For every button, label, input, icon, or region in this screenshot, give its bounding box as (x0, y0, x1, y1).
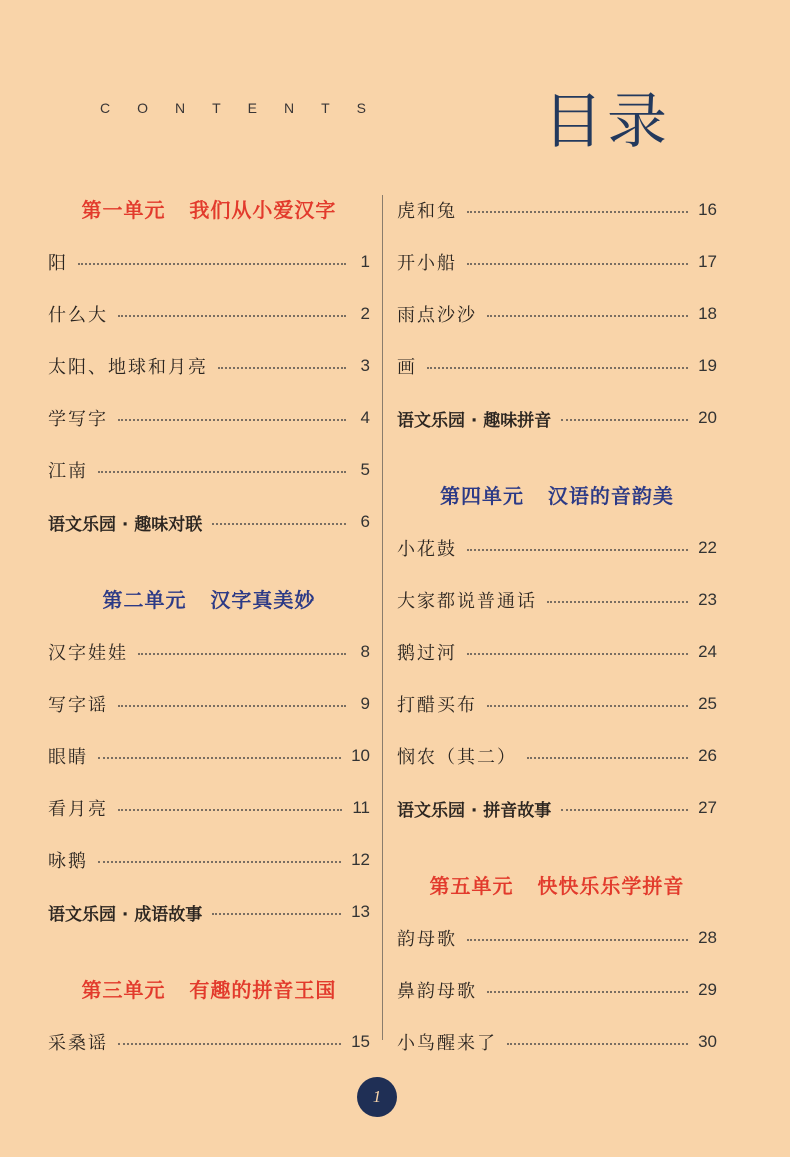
lesson-page-number: 22 (698, 538, 717, 557)
lesson-page-number: 20 (698, 408, 717, 427)
lesson-page-number: 16 (698, 200, 717, 219)
page-number-badge (357, 1077, 397, 1117)
toc-entry[interactable] (48, 678, 370, 730)
lesson-page-number: 10 (351, 746, 370, 765)
lesson-title: 学写字 (48, 409, 108, 430)
lesson-title: 看月亮 (48, 799, 108, 820)
dot-leader (118, 419, 346, 421)
lesson-title: 眼睛 (48, 747, 88, 768)
dot-leader (78, 263, 346, 265)
lesson-title: 太阳、地球和月亮 (48, 357, 208, 378)
lesson-title: 鹅过河 (397, 643, 457, 664)
dot-leader (467, 653, 688, 655)
lesson-page-number: 9 (360, 694, 370, 713)
lesson-page-number: 30 (698, 1032, 717, 1051)
toc-entry[interactable] (397, 522, 717, 574)
lesson-title: 小鸟醒来了 (397, 1033, 497, 1054)
dot-leader (138, 653, 346, 655)
dot-leader (98, 861, 341, 863)
lesson-page-number: 6 (360, 512, 370, 531)
lesson-page-number: 4 (360, 408, 370, 427)
lesson-title: 阳 (48, 253, 68, 274)
toc-entry[interactable] (48, 340, 370, 392)
dot-leader (98, 471, 346, 473)
dot-leader (118, 1043, 341, 1045)
toc-entry[interactable] (48, 444, 370, 496)
toc-entry[interactable] (48, 834, 370, 886)
toc-entry[interactable] (397, 392, 717, 444)
dot-leader (212, 913, 341, 915)
lesson-title: 语文乐园 · 拼音故事 (397, 800, 552, 821)
lesson-title: 语文乐园 · 趣味对联 (48, 514, 203, 535)
dot-leader (467, 939, 688, 941)
lesson-page-number: 23 (698, 590, 717, 609)
dot-leader (98, 757, 341, 759)
lesson-page-number: 12 (351, 850, 370, 869)
toc-entry[interactable] (397, 730, 717, 782)
lesson-title: 鼻韵母歌 (397, 981, 477, 1002)
toc-entry[interactable] (48, 236, 370, 288)
column-divider (382, 195, 383, 1040)
toc-entry[interactable] (48, 626, 370, 678)
unit-heading: 第三单元 有趣的拼音王国 (81, 978, 337, 1002)
dot-leader (547, 601, 688, 603)
toc-entry[interactable] (397, 782, 717, 834)
lesson-page-number: 18 (698, 304, 717, 323)
lesson-title: 咏鹅 (48, 851, 88, 872)
dot-leader (118, 705, 346, 707)
toc-entry[interactable] (48, 782, 370, 834)
page-number: 1 (372, 1087, 382, 1106)
unit-heading: 第一单元 我们从小爱汉字 (81, 198, 337, 222)
lesson-title: 悯农（其二） (397, 747, 517, 768)
lesson-page-number: 28 (698, 928, 717, 947)
lesson-title: 汉字娃娃 (48, 643, 128, 664)
lesson-page-number: 11 (352, 798, 370, 817)
unit-heading: 第二单元 汉字真美妙 (102, 588, 316, 612)
lesson-title: 语文乐园 · 成语故事 (48, 904, 203, 925)
dot-leader (427, 367, 688, 369)
lesson-title: 虎和兔 (397, 201, 457, 222)
lesson-page-number: 5 (360, 460, 370, 479)
toc-entry[interactable] (397, 964, 717, 1016)
lesson-page-number: 1 (360, 252, 370, 271)
dot-leader (118, 315, 346, 317)
lesson-page-number: 19 (698, 356, 717, 375)
dot-leader (218, 367, 346, 369)
toc-entry[interactable] (397, 912, 717, 964)
toc-entry[interactable] (397, 236, 717, 288)
toc-entry[interactable] (397, 184, 717, 236)
lesson-page-number: 27 (698, 798, 717, 817)
lesson-page-number: 3 (360, 356, 370, 375)
lesson-page-number: 2 (360, 304, 370, 323)
lesson-page-number: 15 (351, 1032, 370, 1051)
lesson-title: 开小船 (397, 253, 457, 274)
toc-entry[interactable] (397, 1016, 717, 1068)
toc-entry[interactable] (397, 678, 717, 730)
unit-heading: 第五单元 快快乐乐学拼音 (429, 874, 685, 898)
toc-entry[interactable] (48, 1016, 370, 1068)
toc-entry[interactable] (48, 288, 370, 340)
lesson-title: 什么大 (48, 305, 108, 326)
dot-leader (487, 705, 688, 707)
lesson-page-number: 26 (698, 746, 717, 765)
toc-entry[interactable] (48, 886, 370, 938)
dot-leader (487, 991, 688, 993)
lesson-page-number: 25 (698, 694, 717, 713)
lesson-page-number: 13 (351, 902, 370, 921)
lesson-page-number: 29 (698, 980, 717, 999)
toc-entry[interactable] (397, 288, 717, 340)
lesson-page-number: 17 (698, 252, 717, 271)
lesson-title: 采桑谣 (48, 1033, 108, 1054)
lesson-title: 韵母歌 (397, 929, 457, 950)
lesson-title: 小花鼓 (397, 539, 457, 560)
dot-leader (467, 549, 688, 551)
dot-leader (507, 1043, 688, 1045)
dot-leader (561, 419, 688, 421)
lesson-page-number: 24 (698, 642, 717, 661)
page-title: 目录 (543, 87, 671, 157)
toc-entry[interactable] (48, 392, 370, 444)
dot-leader (467, 211, 688, 213)
lesson-page-number: 8 (360, 642, 370, 661)
unit-heading: 第四单元 汉语的音韵美 (440, 484, 674, 508)
lesson-title: 江南 (48, 461, 88, 482)
lesson-title: 写字谣 (48, 695, 108, 716)
dot-leader (561, 809, 688, 811)
toc-column-left (48, 184, 370, 1068)
toc-entry[interactable] (397, 340, 717, 392)
contents-label: CONTENTS (100, 100, 393, 116)
dot-leader (487, 315, 688, 317)
lesson-title: 打醋买布 (397, 695, 477, 716)
lesson-title: 雨点沙沙 (397, 305, 477, 326)
lesson-title: 画 (397, 357, 417, 378)
toc-entry[interactable] (397, 574, 717, 626)
toc-entry[interactable] (48, 730, 370, 782)
toc-entry[interactable] (397, 626, 717, 678)
dot-leader (527, 757, 688, 759)
toc-entry[interactable] (48, 496, 370, 548)
toc-column-right (397, 184, 717, 1068)
dot-leader (118, 809, 342, 811)
lesson-title: 大家都说普通话 (397, 591, 537, 612)
dot-leader (212, 523, 346, 525)
lesson-title: 语文乐园 · 趣味拼音 (397, 410, 552, 431)
dot-leader (467, 263, 688, 265)
